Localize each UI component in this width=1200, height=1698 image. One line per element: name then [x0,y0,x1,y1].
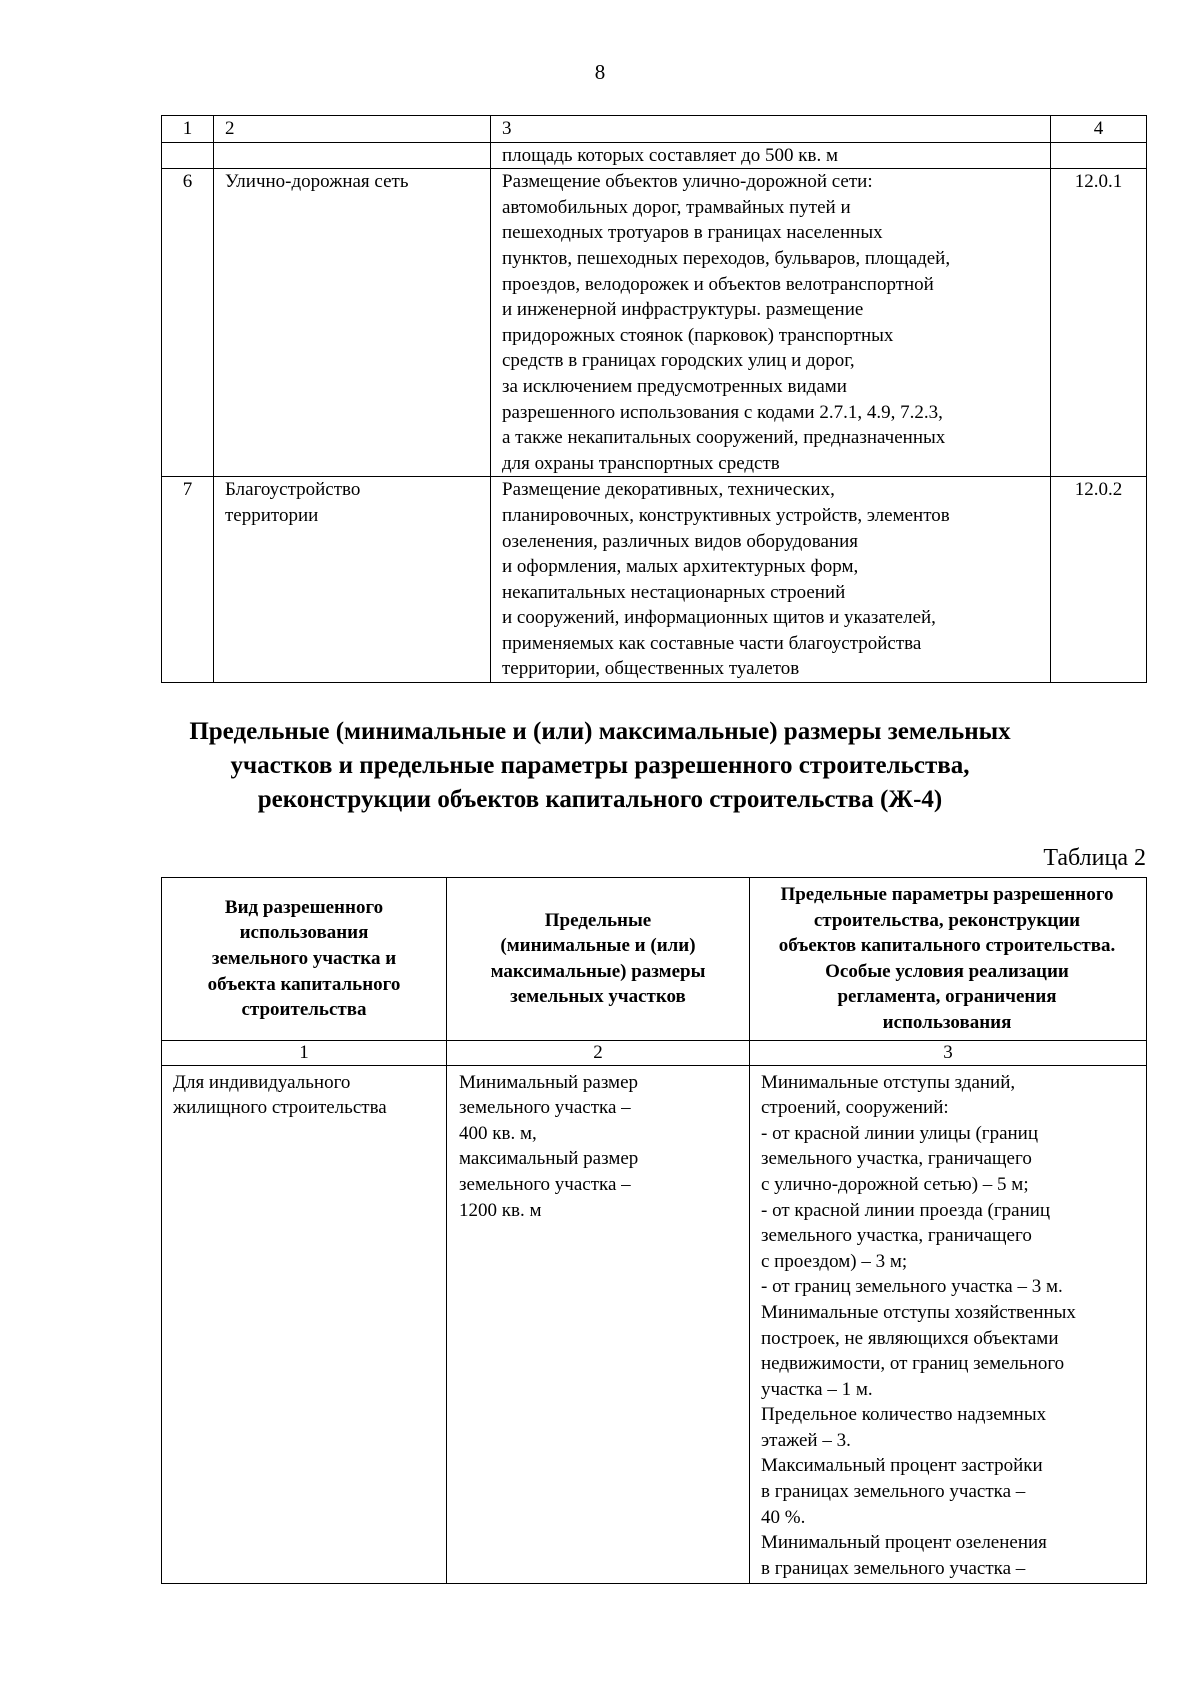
column-header-text [449,908,747,1010]
cell-code [1051,142,1147,169]
text-line: объектов капитального строительства. [778,935,1116,957]
land-use-table [161,115,1147,683]
text-line: для охраны транспортных средств [502,452,780,474]
text-line: Для индивидуального [173,1071,351,1093]
text-line: пунктов, пешеходных переходов, бульваров, площадей, [502,247,951,269]
text-line: и инженерной инфраструктуры. размещение [502,299,864,321]
heading-line: Предельные (минимальные и (или) максимальные) размеры земельных [189,718,1011,745]
text-line: придорожных стоянок (парковок) транспортных [502,324,894,346]
column-header-text [752,882,1142,1036]
column-number: 2 [214,116,491,143]
text-line: Улично-дорожная сеть [225,171,409,193]
cell-name [214,477,491,683]
text-line: построек, не являющихся объектами [761,1327,1059,1349]
text-line: с проездом) – 3 м; [761,1250,908,1272]
text-line: 400 кв. м, [459,1122,537,1144]
text-line: использования [882,1011,1012,1033]
text-line: - от границ земельного участка – 3 м. [761,1276,1063,1298]
cell-col2 [447,1065,750,1584]
cell-name [214,142,491,169]
text-line: Благоустройство [225,479,361,501]
text-line: земельного участка и [211,947,397,969]
text-line: (минимальные и (или) [500,935,696,957]
text-line: разрешенного использования с кодами 2.7.1, 4.9, 7.2.3, [502,401,943,423]
text-line: Минимальный размер [459,1071,639,1093]
text-line: земельных участков [510,986,686,1008]
text-line: озеленения, различных видов оборудования [502,530,858,552]
table-row [162,142,1147,169]
column-number: 1 [162,1040,447,1065]
cell-description [491,477,1051,683]
section-heading [0,715,1200,817]
cell-num: 6 [162,169,214,477]
cell-description [491,169,1051,477]
cell-description [491,142,1051,169]
table-header-row [162,878,1147,1041]
cell-name [214,169,491,477]
cell-num [162,142,214,169]
column-header-text [164,895,444,1023]
text-line: Предельные параметры разрешенного [780,884,1114,905]
cell-code: 12.0.2 [1051,477,1147,683]
text-line: в границах земельного участка – [761,1481,1026,1503]
text-line: земельного участка – [459,1173,631,1195]
text-line: 40 %. [761,1506,806,1528]
text-line: территории, общественных туалетов [502,658,800,680]
heading-line: участков и предельные параметры разрешенного строительства, [230,752,970,779]
column-header [447,878,750,1041]
text-line: Максимальный процент застройки [761,1455,1043,1477]
text-line: - от красной линии проезда (границ [761,1199,1051,1221]
column-number-row [162,1040,1147,1065]
text-line: площадь которых составляет до 500 кв. м [502,144,839,166]
text-line: использования [239,922,369,944]
column-number: 2 [447,1040,750,1065]
text-line: Предельное количество надземных [761,1404,1047,1426]
text-line: и оформления, малых архитектурных форм, [502,556,859,578]
page-number: 8 [594,60,606,84]
text-line: земельного участка, граничащего [761,1148,1032,1170]
text-line: пешеходных тротуаров в границах населенных [502,222,883,244]
text-line: максимальный размер [459,1148,639,1170]
cell-col3 [750,1065,1147,1584]
text-line: жилищного строительства [173,1097,387,1119]
text-line: Размещение декоративных, технических, [502,479,835,501]
text-line: строительства, реконструкции [813,909,1081,931]
column-header [162,878,447,1041]
text-line: средств в границах городских улиц и дорог, [502,350,855,372]
text-line: недвижимости, от границ земельного [761,1353,1065,1375]
text-line: Размещение объектов улично-дорожной сети: [502,171,873,193]
text-line: максимальные) размеры [490,960,706,982]
column-header [750,878,1147,1041]
text-line: 1200 кв. м [459,1199,542,1221]
text-line: регламента, ограничения [837,986,1057,1008]
text-line: и сооружений, информационных щитов и указателей, [502,607,936,629]
heading-line: реконструкции объектов капитального строительства (Ж-4) [257,786,943,813]
column-number: 3 [750,1040,1147,1065]
text-line: а также некапитальных сооружений, предназначенных [502,427,946,449]
column-number: 3 [491,116,1051,143]
text-line: территории [225,504,319,526]
text-line: применяемых как составные части благоустройства [502,632,922,654]
text-line: земельного участка, граничащего [761,1225,1032,1247]
text-line: земельного участка – [459,1097,631,1119]
table-header-row [162,116,1147,143]
text-line: строений, сооружений: [761,1097,949,1119]
text-line: - от красной линии улицы (границ [761,1122,1039,1144]
text-line: проездов, велодорожек и объектов велотранспортной [502,273,934,295]
parameters-table [161,877,1147,1584]
text-line: строительства [241,999,367,1021]
text-line: Вид разрешенного [224,896,384,918]
text-line: Минимальные отступы зданий, [761,1071,1016,1093]
cell-code: 12.0.1 [1051,169,1147,477]
text-line: в границах земельного участка – [761,1557,1026,1579]
text-line: этажей – 3. [761,1429,851,1451]
text-line: автомобильных дорог, трамвайных путей и [502,196,851,218]
table-row [162,169,1147,477]
table-row [162,1065,1147,1584]
text-line: Минимальный процент озеленения [761,1532,1047,1554]
text-line: Предельные [544,909,652,931]
cell-num: 7 [162,477,214,683]
table-caption: Таблица 2 [1043,845,1146,871]
text-line: Минимальные отступы хозяйственных [761,1301,1076,1323]
text-line: с улично-дорожной сетью) – 5 м; [761,1173,1029,1195]
table-row [162,477,1147,683]
text-line: некапитальных нестационарных строений [502,581,846,603]
text-line: планировочных, конструктивных устройств, элементов [502,504,950,526]
text-line: Особые условия реализации [825,960,1069,982]
text-line: объекта капитального [207,973,401,995]
cell-col1 [162,1065,447,1584]
column-number: 1 [162,116,214,143]
column-number: 4 [1051,116,1147,143]
text-line: за исключением предусмотренных видами [502,375,847,397]
text-line: участка – 1 м. [761,1378,873,1400]
